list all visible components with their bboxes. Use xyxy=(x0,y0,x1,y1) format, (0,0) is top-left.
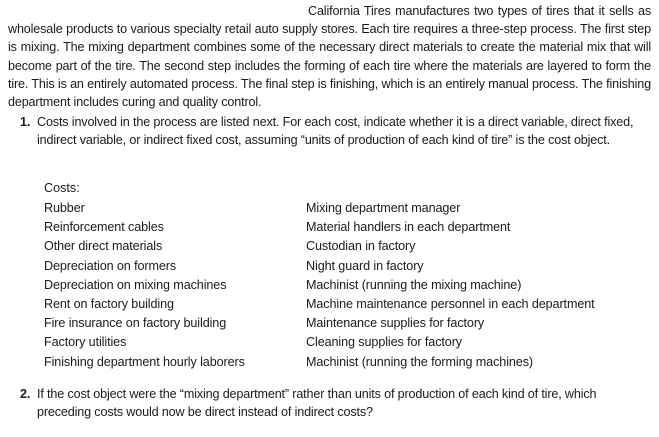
question-number: 1. xyxy=(20,115,31,129)
question-number: 2. xyxy=(20,387,31,401)
cost-item: Depreciation on formers xyxy=(44,258,177,273)
cost-item: Fire insurance on factory building xyxy=(44,316,227,331)
question-text: Costs involved in the process are listed next. For each cost, indicate whether it is a direct variable, direct fixed, indirect variable, or indirect fixed cost, assuming “units of production of each kind of tire” is the cost object. xyxy=(37,115,634,147)
costs-left-column xyxy=(44,199,245,372)
cost-item: Maintenance supplies for factory xyxy=(306,316,485,331)
costs-right-column xyxy=(306,199,595,372)
question-text: If the cost object were the “mixing department” rather than units of production of each kind of tire, which preceding costs would now be direct instead of indirect costs? xyxy=(37,387,597,419)
cost-item: Reinforcement cables xyxy=(44,220,164,235)
cost-item: Factory utilities xyxy=(44,335,127,350)
cost-item: Custodian in factory xyxy=(306,239,416,254)
cost-item: Depreciation on mixing machines xyxy=(44,277,227,292)
cost-item: Rubber xyxy=(44,201,85,215)
cost-item: Mixing department manager xyxy=(306,201,461,215)
cost-item: Machine maintenance personnel in each department xyxy=(306,296,595,311)
cost-item: Cleaning supplies for factory xyxy=(306,335,463,350)
cost-item: Night guard in factory xyxy=(306,258,424,273)
costs-heading: Costs: xyxy=(44,181,80,195)
cost-item: Material handlers in each department xyxy=(306,220,511,235)
cost-item: Other direct materials xyxy=(44,239,163,254)
intro-paragraph: California Tires manufactures two types of tires that it sells as wholesale products to various specialty retail auto supply stores. Each tire requires a three-step process. The first step is mixing. The mixing department combines some of the necessary direct materials to create the material mix that will become part of the tire. The second step includes the forming of each tire where the materials are layered to form the tire. This is an entirely automated process. The final step is finishing, which is an entirely manual process. The finishing department includes curing and quality control. xyxy=(8,4,651,110)
cost-item: Machinist (running the forming machines) xyxy=(306,354,533,369)
cost-item: Machinist (running the mixing machine) xyxy=(306,277,522,292)
cost-item: Finishing department hourly laborers xyxy=(44,354,245,369)
cost-item: Rent on factory building xyxy=(44,296,174,311)
